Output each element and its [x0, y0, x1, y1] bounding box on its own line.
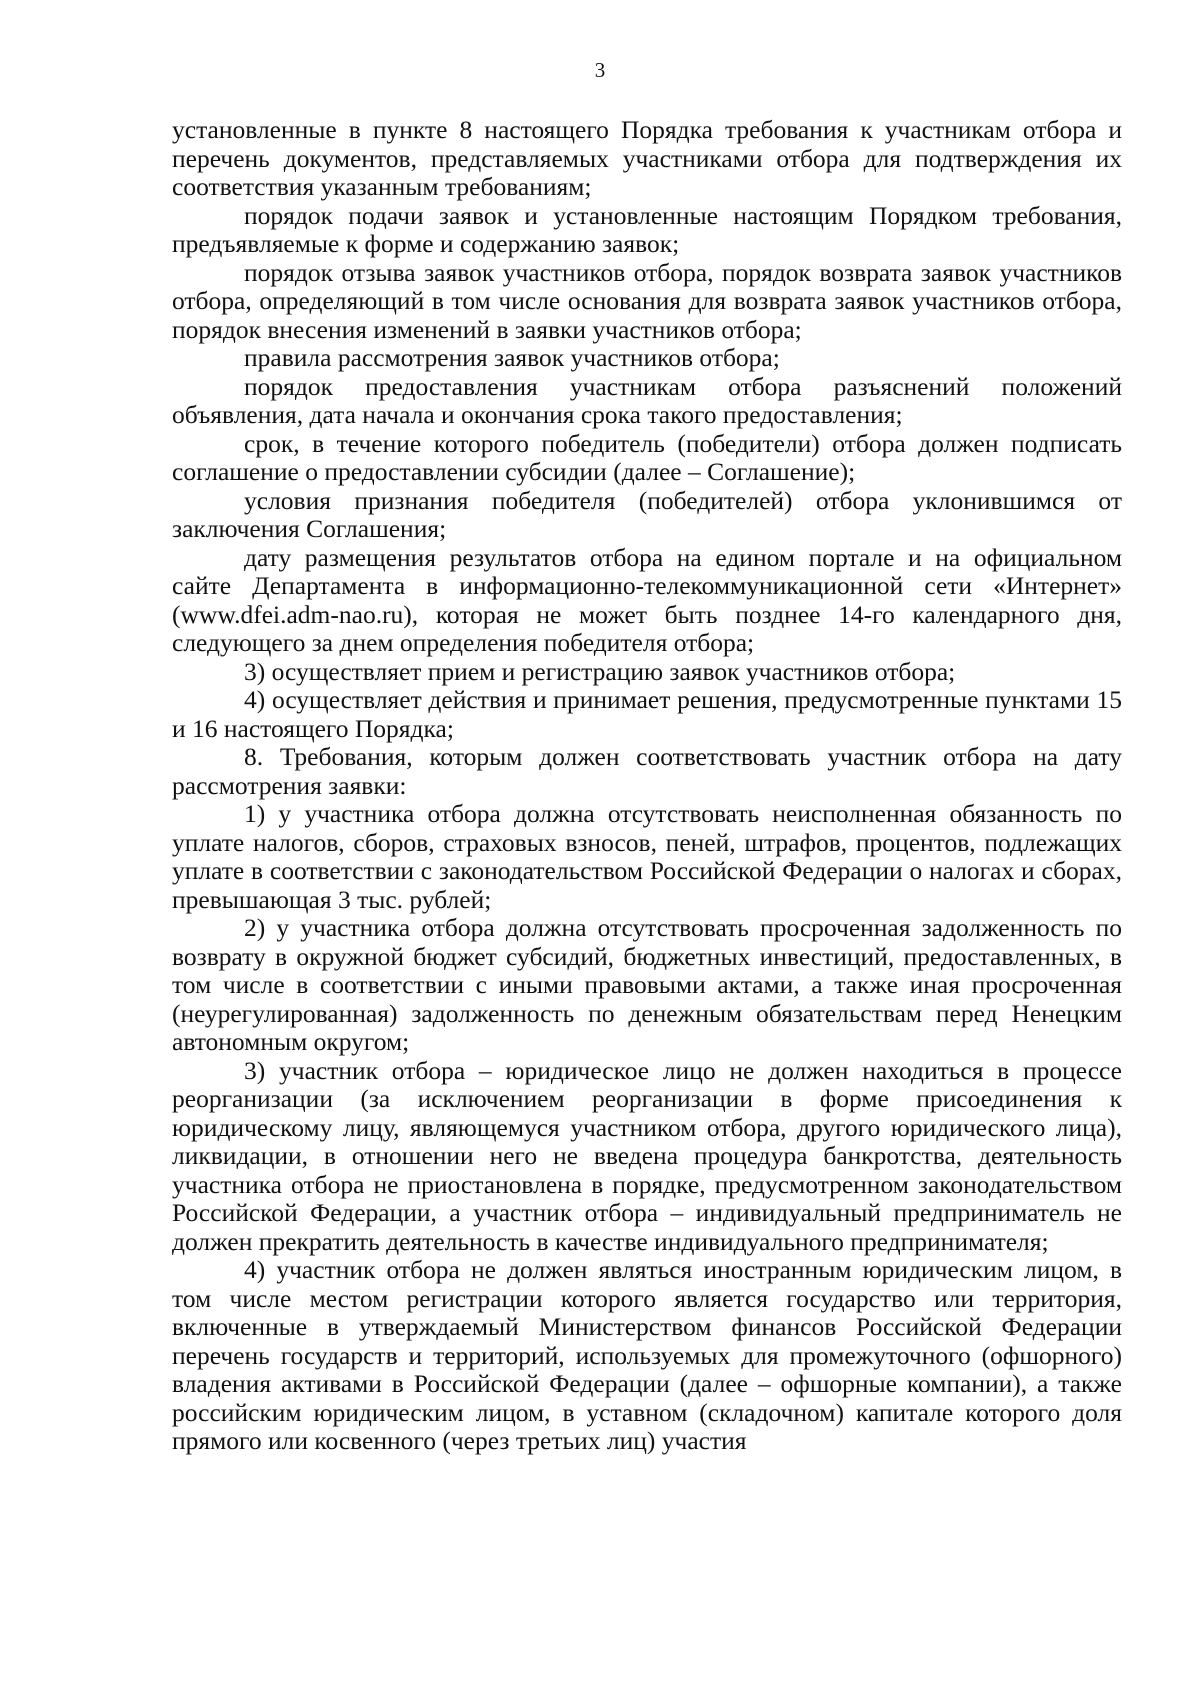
paragraph-13: 2) у участника отбора должна отсутствовать просроченная задолженность по возврату в окружной бюджет субсидий, бюджетных инвестиций, предоставленных, в том числе в соответствии с иными правовыми актами, а также иная просроченная (неурегулированная) задолженность по денежным обязательствам перед Ненецким автономным округом; — [172, 913, 1122, 1056]
paragraph-15: 4) участник отбора не должен являться иностранным юридическим лицом, в том числе местом регистрации которого является государство или территория, включенные в утверждаемый Министерством финансов Российской Федерации перечень государств и территорий, используемых для промежуточного (офшорного) владения активами в Российской Федерации (далее – офшорные компании), а также российским юридическим лицом, в уставном (складочном) капитале которого доля прямого или косвенного (через третьих лиц) участия — [172, 1255, 1122, 1455]
paragraph-4: правила рассмотрения заявок участников отбора; — [244, 343, 780, 372]
paragraph-9: 3) осуществляет прием и регистрацию заявок участников отбора; — [244, 656, 956, 686]
paragraph-12: 1) у участника отбора должна отсутствовать неисполненная обязанность по уплате налогов, сборов, страховых взносов, пеней, штрафов, процентов, подлежащих уплате в соответствии с законодательством Российской Федерации о налогах и сборах, превышающая 3 тыс. рублей; — [172, 799, 1122, 914]
paragraph-8: дату размещения результатов отбора на едином портале и на официальном сайте Департамента в информационно-телекоммуникационной сети «Интернет» (www.dfei.adm-nao.ru), которая не может быть позднее 14-го календарного дня, следующего за днем определения победителя отбора; — [172, 542, 1122, 657]
paragraph-6: срок, в течение которого победитель (победители) отбора должен подписать соглашение о предоставлении субсидии (далее – Соглашение); — [172, 428, 1122, 486]
paragraph-1: установленные в пункте 8 настоящего Порядка требования к участникам отбора и перечень документов, представляемых участниками отбора для подтверждения их соответствия указанным требованиям; — [172, 115, 1122, 201]
paragraph-2: порядок подачи заявок и установленные настоящим Порядком требования, предъявляемые к форме и содержанию заявок; — [172, 200, 1122, 258]
document-body — [172, 116, 1122, 1456]
paragraph-14: 3) участник отбора – юридическое лицо не должен находиться в процессе реорганизации (за исключением реорганизации в форме присоединения к юридическому лицу, являющемуся участником отбора, другого юридического лица), ликвидации, в отношении него не введена процедура банкротства, деятельность участника отбора не приостановлена в порядке, предусмотренном законодательством Российской Федерации, а участник отбора – индивидуальный предприниматель не должен прекратить деятельность в качестве индивидуального предпринимателя; — [172, 1055, 1122, 1256]
paragraph-7: условия признания победителя (победителей) отбора уклонившимся от заключения Соглашения; — [172, 485, 1122, 543]
paragraph-3: порядок отзыва заявок участников отбора, порядок возврата заявок участников отбора, определяющий в том числе основания для возврата заявок участников отбора, порядок внесения изменений в заявки участников отбора; — [172, 257, 1122, 344]
paragraph-11: 8. Требования, которым должен соответствовать участник отбора на дату рассмотрения заявки: — [172, 742, 1122, 800]
page-number: 3 — [594, 58, 606, 82]
paragraph-10: 4) осуществляет действия и принимает решения, предусмотренные пунктами 15 и 16 настоящего Порядка; — [172, 685, 1122, 743]
paragraph-5: порядок предоставления участникам отбора разъяснений положений объявления, дата начала и окончания срока такого предоставления; — [172, 371, 1122, 429]
